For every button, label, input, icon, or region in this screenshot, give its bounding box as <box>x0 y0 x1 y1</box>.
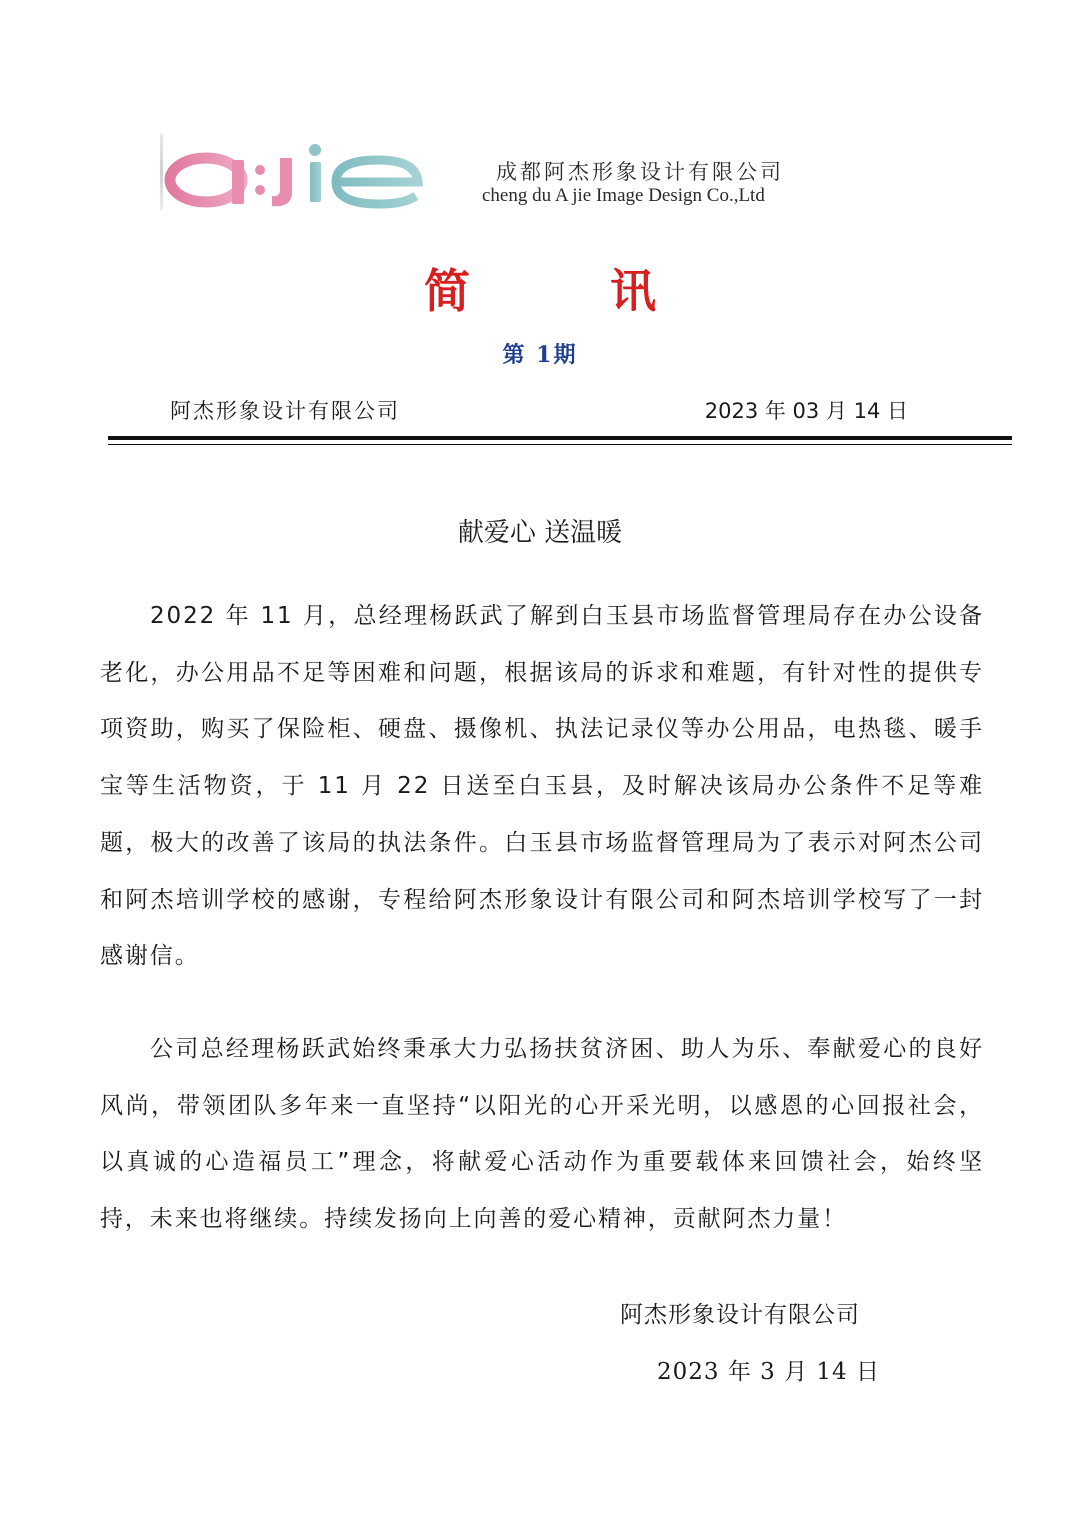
issue-number: 第 1期 <box>502 342 578 368</box>
company-name-en: cheng du A jie Image Design Co.,Ltd <box>482 185 765 206</box>
article-paragraph: 2022 年 11 月，总经理杨跃武了解到白玉县市场监督管理局存在办公设备老化，办公用品不足等困难和问题，根据该局的诉求和难题，有针对性的提供专项资助，购买了保险柜、硬盘、摄像机、执法记录仪等办公用品，电热毯、暖手宝等生活物资，于 11 月 22 日送至白玉县，及时解决该局办公条件不足等难题，极大的改善了该局的执法条件。白玉县市场监督管理局为了表示对阿杰公司和阿杰培训学校的感谢，专程给阿杰形象设计有限公司和阿杰培训学校写了一封感谢信。 <box>100 603 984 970</box>
signature-company: 阿杰形象设计有限公司 <box>620 1302 860 1328</box>
bulletin-headline: 简 讯 <box>423 264 718 318</box>
ajie-logo-mark <box>160 130 430 214</box>
article-title: 献爱心 送温暖 <box>457 518 623 548</box>
company-name-cn: 成都阿杰形象设计有限公司 <box>496 160 784 184</box>
company-logo <box>160 130 430 214</box>
header-rule-thin <box>108 444 1012 445</box>
article-paragraph: 公司总经理杨跃武始终秉承大力弘扬扶贫济困、助人为乐、奉献爱心的良好风尚，带领团队多年来一直坚持“以阳光的心开采光明，以感恩的心回报社会，以真诚的心造福员工”理念，将献爱心活动作为重要载体来回馈社会，始终坚持，未来也将继续。持续发扬向上向善的爱心精神，贡献阿杰力量！ <box>100 1036 984 1233</box>
publisher-name: 阿杰形象设计有限公司 <box>170 399 400 423</box>
signature-date: 2023 年 3 月 14 日 <box>657 1359 880 1385</box>
publish-date: 2023 年 03 月 14 日 <box>704 399 908 423</box>
header-rule-thick <box>108 436 1012 440</box>
